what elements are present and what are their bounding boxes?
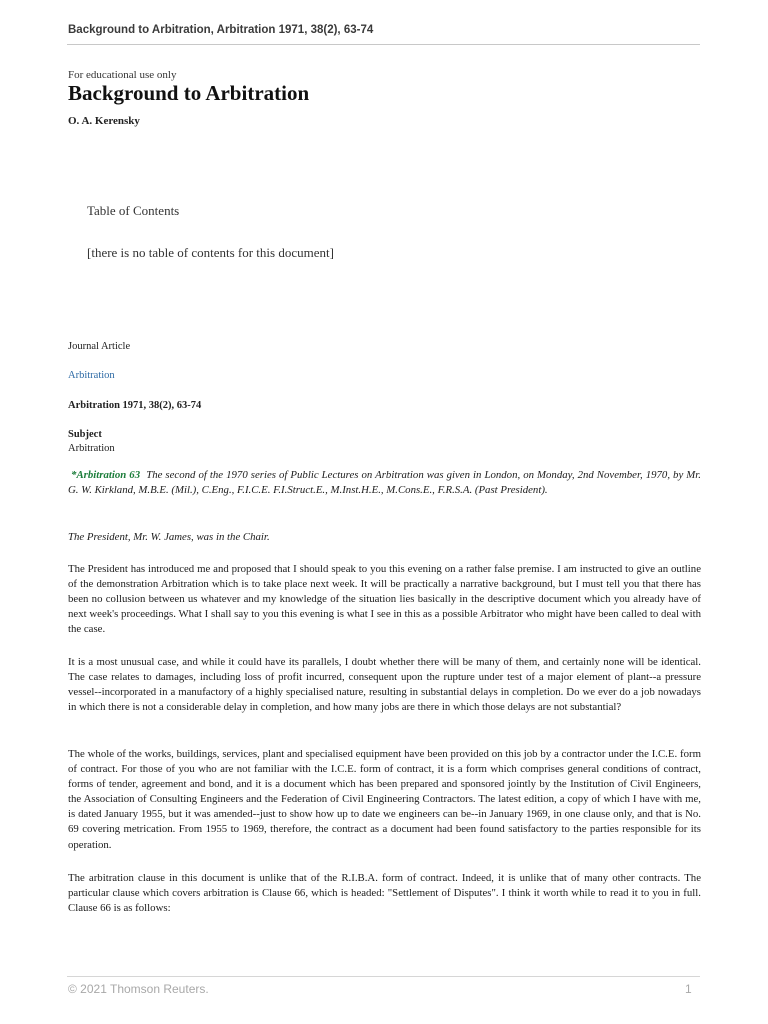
subject-value: Arbitration [68, 443, 115, 454]
journal-link[interactable]: Arbitration [68, 370, 115, 381]
intro-text: The second of the 1970 series of Public Lectures on Arbitration was given in London, on Monday, 2nd November, 1970, by Mr. G. W. Kirkland, M.B.E. (Mil.), C.Eng., F.I.C.E. F.I.Struct.E., M.Inst.H.E., M.Cons.E., F.R.S.A. (Past President). [68, 469, 701, 497]
toc-empty-message: [there is no table of contents for this document] [87, 245, 334, 260]
footer-copyright: © 2021 Thomson Reuters. [68, 982, 209, 996]
document-type: Journal Article [68, 341, 131, 352]
toc-heading: Table of Contents [87, 203, 180, 218]
body-paragraph-3: The whole of the works, buildings, services, plant and specialised equipment have been provided on this job by a contractor under the I.C.E. form of contract. For those of you who are not familiar with the I.C.E. form of contract, it is a form which comprises general conditions of contract, forms of tender, agreement and bond, and it is a document which has been prepared and sponsored jointly by the Institution of Civil Engineers, the Association of Consulting Engineers and the Federation of Civil Engineering Contractors. The latest edition, a copy of which I have with me, is dated January 1955, but it was amended--just to show how up to date we engineers can be--in January 1969, in one clause only, and that is No. 69 covering metrication. From 1955 to 1969, therefore, the contract as a document had been found satisfactory to the parties responsible for its operation. [68, 748, 701, 851]
body-paragraph-2: It is a most unusual case, and while it could have its parallels, I doubt whether there will be many of them, and certainly none will be identical. The case relates to damages, including loss of profit incurred, consequent upon the rupture under test of a major element of plant--a pressure vessel--incorporated in a manufactory of a highly specialised nature, resulting in substantial delays in completion. Do we ever do a job nowadays in which there is not a considerable delay in completion, and how many jobs are there in which those delays are not substantial? [68, 656, 701, 714]
page-marker: *Arbitration 63 [71, 469, 141, 481]
footer-divider [67, 976, 700, 977]
header-divider [67, 44, 700, 45]
body-paragraph-1: The President has introduced me and proposed that I should speak to you this evening on a rather false premise. I am instructed to give an outline of the demonstration Arbitration which is to take place next week. It will be practically a narrative background, but I must tell you that there has been no collusion between us whatever and my knowledge of the situation lies basically in the descriptive document which you already have of next week's proceedings. What I shall say to you this evening is what I see in this as a possible Arbitrator who might have been called to deal with the case. [68, 563, 701, 636]
running-header: Background to Arbitration, Arbitration 1971, 38(2), 63-74 [68, 24, 374, 36]
body-paragraph-4: The arbitration clause in this document is unlike that of the R.I.B.A. form of contract. Indeed, it is unlike that of many other contracts. The particular clause which covers arbitration is Clause 66, which is headed: "Settlement of Disputes". I think it worth while to read it to you in full. Clause 66 is as follows: [68, 872, 701, 915]
document-author: O. A. Kerensky [68, 115, 140, 127]
intro-paragraph [68, 468, 701, 498]
educational-use-note: For educational use only [68, 69, 177, 81]
chair-paragraph: The President, Mr. W. James, was in the Chair. [68, 531, 270, 543]
page-number: 1 [685, 982, 692, 996]
subject-label: Subject [68, 429, 102, 440]
document-title: Background to Arbitration [68, 81, 310, 105]
citation: Arbitration 1971, 38(2), 63-74 [68, 400, 202, 411]
